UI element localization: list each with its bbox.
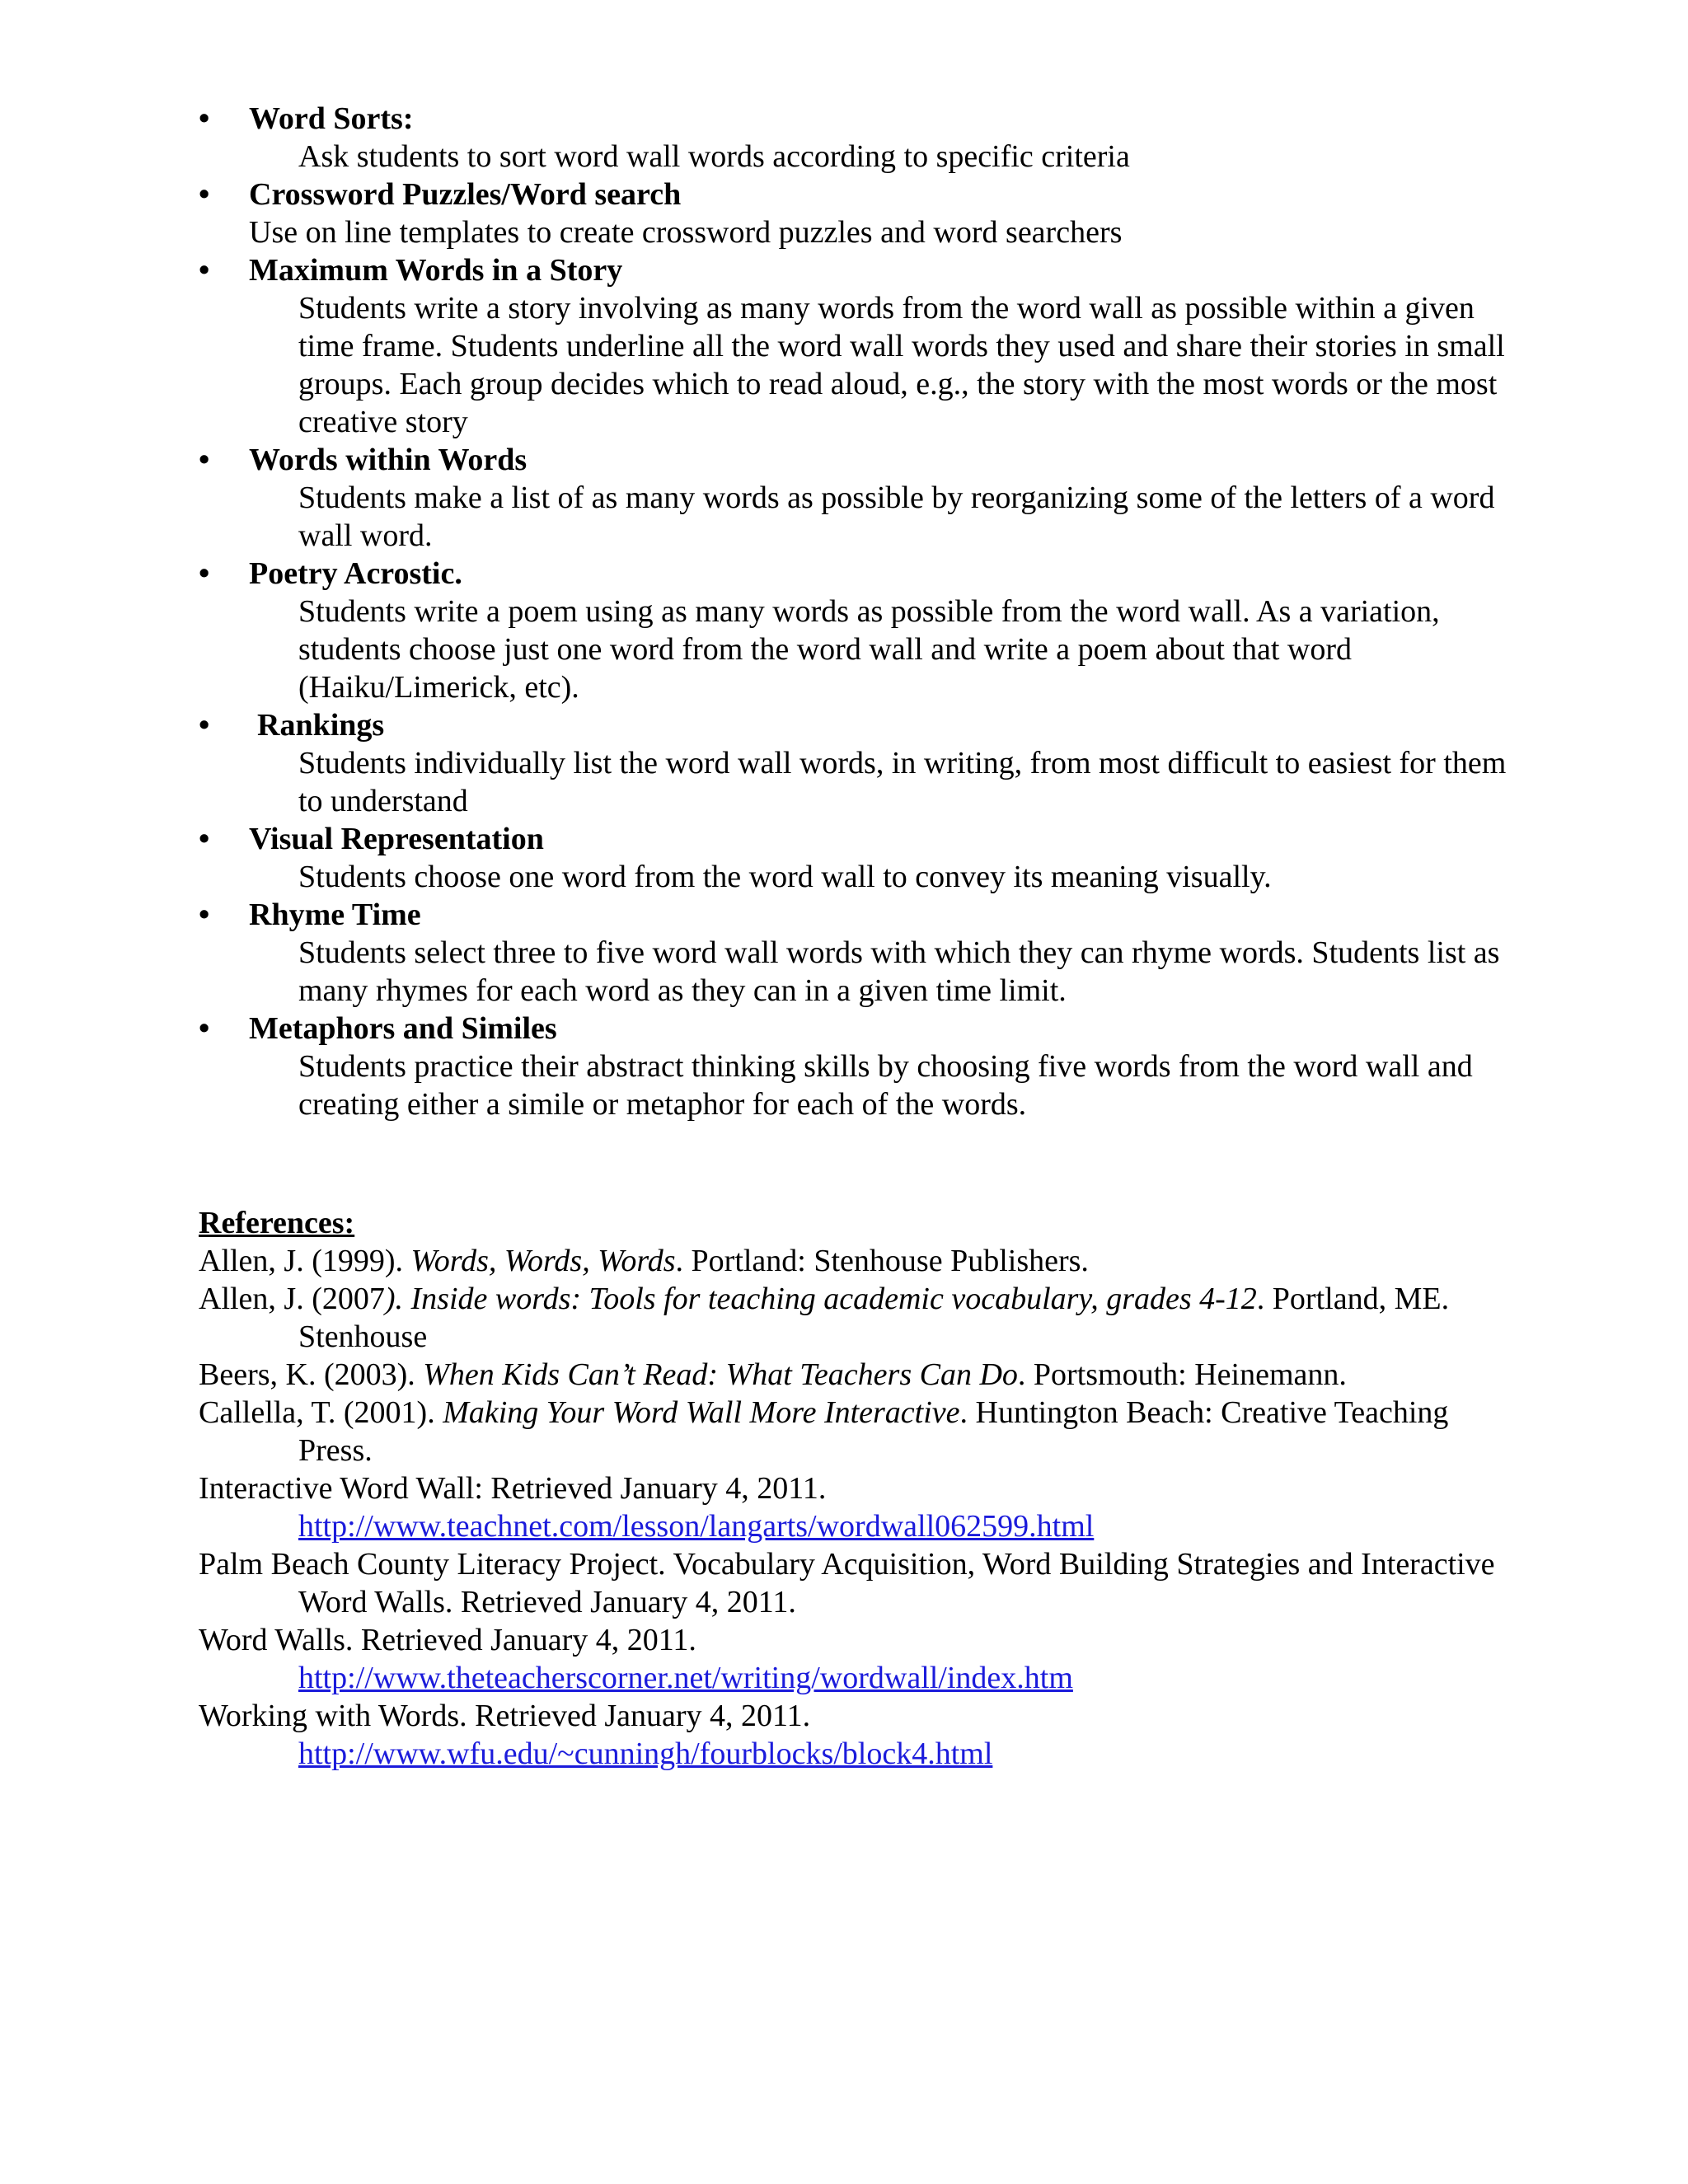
reference-link[interactable]: http://www.theteacherscorner.net/writing/wordwall/index.htm [298, 1661, 1073, 1695]
reference-title: When Kids Can’t Read: What Teachers Can Do [423, 1357, 1018, 1392]
reference-entry [199, 1621, 1517, 1697]
reference-text: Working with Words. Retrieved January 4, 2011. [199, 1699, 811, 1733]
reference-entry [199, 1545, 1517, 1621]
reference-text: Word Walls. Retrieved January 4, 2011. [199, 1623, 696, 1657]
activity-description: Students select three to five word wall words with which they can rhyme words. Students list as many rhymes for each word as they can in a given time limit. [298, 935, 1500, 1008]
reference-text: . Portland: Stenhouse Publishers. [675, 1244, 1089, 1278]
activity-description: Ask students to sort word wall words according to specific criteria [298, 139, 1130, 174]
reference-title: Words, Words, Words [410, 1244, 676, 1278]
bullet-icon: • [199, 708, 210, 743]
reference-entry [199, 1469, 1517, 1545]
activity-title: Rhyme Time [249, 898, 421, 932]
list-item [199, 555, 1517, 706]
reference-entry [199, 1697, 1517, 1773]
reference-text: Interactive Word Wall: Retrieved January 4, 2011. [199, 1471, 827, 1506]
bullet-icon: • [199, 177, 210, 212]
reference-title: ). Inside words: Tools for teaching academic vocabulary, grades 4-12 [384, 1282, 1257, 1316]
reference-entry [199, 1280, 1517, 1356]
reference-text: Allen, J. (2007 [199, 1282, 385, 1316]
references-section [199, 1204, 1517, 1773]
reference-title: Making Your Word Wall More Interactive [443, 1395, 960, 1430]
list-item [199, 820, 1517, 896]
activity-title: Poetry Acrostic. [249, 556, 462, 591]
activity-title: Words within Words [249, 443, 528, 477]
list-item [199, 706, 1517, 820]
activity-title: Maximum Words in a Story [249, 253, 623, 288]
activity-description: Students make a list of as many words as possible by reorganizing some of the letters of a word wall word. [298, 480, 1495, 553]
reference-entry [199, 1242, 1517, 1280]
list-item [199, 1010, 1517, 1123]
reference-entry [199, 1356, 1517, 1394]
activity-description: Students choose one word from the word wall to convey its meaning visually. [298, 860, 1272, 894]
bullet-icon: • [199, 253, 210, 288]
bullet-icon: • [199, 1011, 210, 1046]
reference-text: Callella, T. (2001). [199, 1395, 443, 1430]
activity-title: Crossword Puzzles/Word search [249, 177, 682, 212]
reference-entry [199, 1394, 1517, 1469]
list-item [199, 896, 1517, 1010]
bullet-icon: • [199, 101, 210, 136]
activity-title: Rankings [257, 708, 385, 743]
activity-description: Students individually list the word wall words, in writing, from most difficult to easiest for them to understand [298, 746, 1507, 818]
activity-title: Word Sorts: [249, 101, 414, 136]
list-item [199, 176, 1517, 251]
list-item [199, 441, 1517, 555]
reference-text: . Portland, ME. Stenhouse [298, 1282, 1450, 1354]
bullet-icon: • [199, 898, 210, 932]
activity-description: Students practice their abstract thinking skills by choosing five words from the word wall and creating either a simile or metaphor for each of the words. [298, 1049, 1473, 1122]
activity-description: Students write a story involving as many words from the word wall as possible within a given time frame. Students underline all the word wall words they used and share their stories in small groups. Each group decides which to read aloud, e.g., the story with the most words or the most creative story [298, 291, 1505, 439]
references-heading: References: [199, 1206, 355, 1240]
reference-text: Allen, J. (1999). [199, 1244, 411, 1278]
reference-text: . Portsmouth: Heinemann. [1017, 1357, 1347, 1392]
list-item [199, 100, 1517, 176]
reference-text: Beers, K. (2003). [199, 1357, 424, 1392]
reference-text: . Huntington Beach: Creative Teaching Press. [298, 1395, 1449, 1468]
list-item [199, 251, 1517, 441]
bullet-icon: • [199, 443, 210, 477]
activity-description: Students write a poem using as many words as possible from the word wall. As a variation, students choose just one word from the word wall and write a poem about that word (Haiku/Limerick, etc). [298, 594, 1440, 705]
activity-description: Use on line templates to create crossword puzzles and word searchers [249, 215, 1123, 250]
activity-title: Metaphors and Similes [249, 1011, 557, 1046]
bullet-icon: • [199, 556, 210, 591]
reference-link[interactable]: http://www.teachnet.com/lesson/langarts/wordwall062599.html [298, 1509, 1095, 1544]
bullet-icon: • [199, 822, 210, 856]
reference-text: Palm Beach County Literacy Project. Vocabulary Acquisition, Word Building Strategies and Interactive Word Walls. Retrieved January 4, 2011. [199, 1547, 1495, 1619]
activity-list [199, 100, 1517, 1123]
reference-link[interactable]: http://www.wfu.edu/~cunningh/fourblocks/block4.html [298, 1736, 993, 1771]
activity-title: Visual Representation [249, 822, 544, 856]
